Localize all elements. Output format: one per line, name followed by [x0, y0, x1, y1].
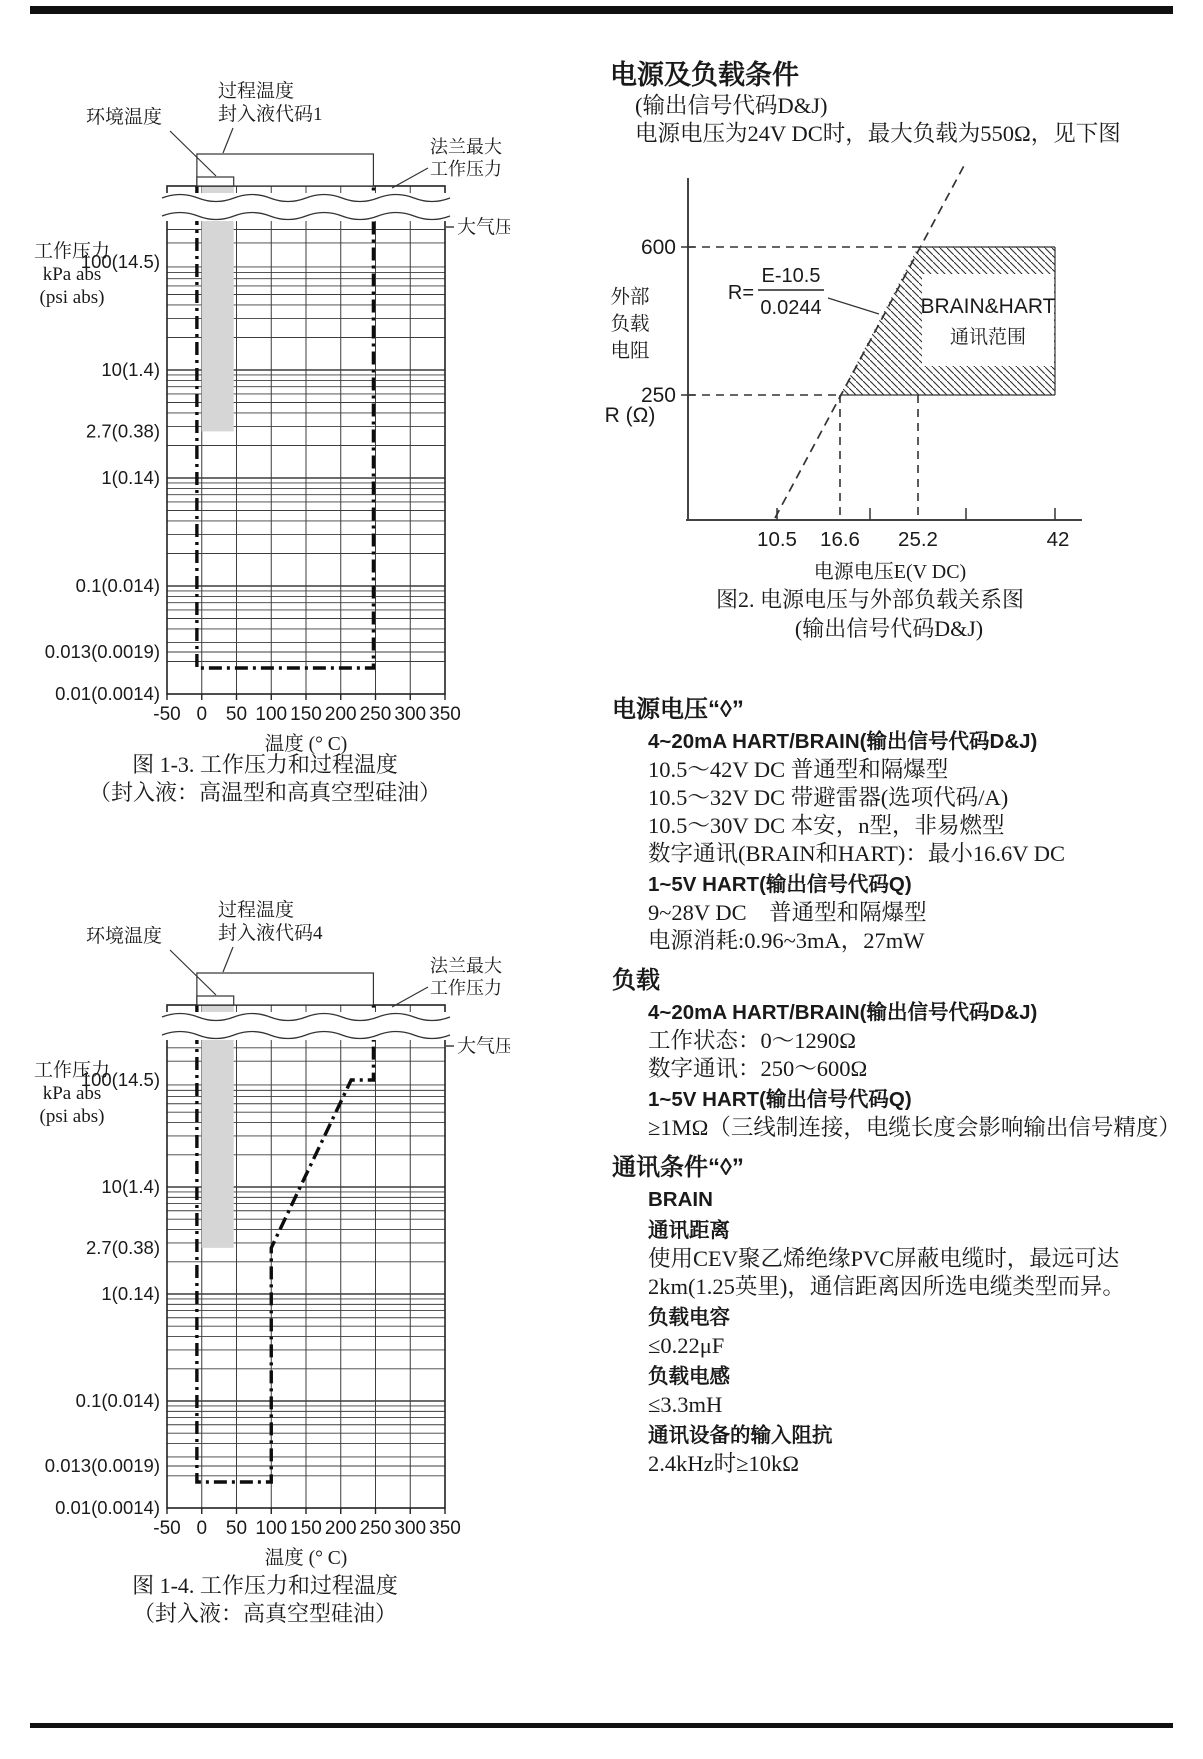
svg-text:外部: 外部	[610, 287, 650, 308]
svg-text:2.7(0.38): 2.7(0.38)	[85, 1236, 160, 1258]
spec-line: 通讯设备的输入阻抗	[648, 1424, 833, 1447]
spec-line: 工作状态：0～1290Ω	[648, 1028, 856, 1053]
svg-text:200: 200	[324, 704, 357, 725]
svg-text:R=: R=	[727, 282, 754, 304]
svg-text:100: 100	[255, 704, 288, 725]
svg-text:100(14.5): 100(14.5)	[80, 251, 160, 272]
fig2-chart	[590, 150, 1150, 586]
svg-text:0: 0	[196, 1518, 208, 1539]
intro-line: (输出信号代码D&J)	[635, 93, 828, 118]
svg-text:大气压: 大气压	[457, 1036, 510, 1057]
svg-text:-50: -50	[153, 1518, 181, 1539]
svg-text:过程温度: 过程温度	[218, 900, 295, 921]
svg-text:250: 250	[640, 384, 676, 407]
svg-text:250: 250	[359, 704, 392, 725]
svg-text:300: 300	[394, 1518, 427, 1539]
svg-text:电阻: 电阻	[610, 341, 650, 362]
svg-text:50: 50	[225, 1518, 248, 1539]
spec-list	[612, 684, 1187, 1478]
spec-line: 2km(1.25英里)，通信距离因所选电缆类型而异。	[648, 1274, 1125, 1299]
svg-text:10(1.4): 10(1.4)	[101, 359, 160, 380]
svg-text:BRAIN&HART: BRAIN&HART	[920, 295, 1056, 318]
svg-text:350: 350	[429, 1518, 461, 1539]
svg-text:封入液代码1: 封入液代码1	[218, 104, 323, 125]
top-rule	[30, 6, 1173, 14]
spec-line: ≥1MΩ（三线制连接，电缆长度会影响输出信号精度）	[648, 1115, 1181, 1140]
fig13-caption: 图 1-3. 工作压力和过程温度	[132, 752, 398, 777]
svg-text:通讯范围: 通讯范围	[949, 327, 1027, 348]
spec-line: 2.4kHz时≥10kΩ	[648, 1451, 799, 1476]
svg-text:kPa abs: kPa abs	[42, 1083, 102, 1104]
svg-text:300: 300	[394, 704, 427, 725]
svg-text:工作压力: 工作压力	[430, 159, 502, 179]
fig14-caption: 图 1-4. 工作压力和过程温度	[132, 1573, 398, 1598]
svg-text:10.5: 10.5	[757, 528, 797, 551]
svg-text:电源电压E(V DC): 电源电压E(V DC)	[813, 561, 967, 583]
svg-text:0: 0	[196, 704, 208, 725]
svg-text:1(0.14): 1(0.14)	[101, 467, 160, 488]
spec-line: 数字通讯(BRAIN和HART)：最小16.6V DC	[648, 841, 1065, 866]
fig2-caption: 图2. 电源电压与外部负载关系图	[715, 587, 1024, 612]
svg-text:50: 50	[225, 704, 248, 725]
fig13-chart	[20, 75, 510, 761]
spec-line: 电源消耗:0.96~3mA，27mW	[648, 928, 925, 953]
svg-text:(psi abs): (psi abs)	[39, 1106, 105, 1127]
svg-text:100(14.5): 100(14.5)	[80, 1069, 160, 1090]
spec-line: 负载	[612, 967, 660, 994]
svg-text:工作压力: 工作压力	[33, 1060, 111, 1081]
svg-text:0.01(0.0014): 0.01(0.0014)	[55, 1497, 160, 1518]
spec-line: ≤3.3mH	[648, 1392, 723, 1417]
spec-line: 9~28V DC 普通型和隔爆型	[648, 900, 927, 925]
svg-text:10(1.4): 10(1.4)	[101, 1176, 160, 1197]
spec-line: 10.5～32V DC 带避雷器(选项代码/A)	[648, 785, 1009, 810]
svg-text:法兰最大: 法兰最大	[430, 137, 502, 157]
svg-text:环境温度: 环境温度	[86, 107, 163, 128]
svg-text:16.6: 16.6	[820, 528, 860, 551]
svg-text:kPa abs: kPa abs	[42, 264, 102, 285]
svg-text:负载: 负载	[610, 314, 650, 335]
fig13-caption-sub: （封入液：高温型和高真空型硅油）	[88, 780, 441, 805]
svg-text:0.1(0.014): 0.1(0.014)	[75, 1390, 160, 1411]
svg-text:350: 350	[429, 704, 461, 725]
spec-line: 电源电压“◊”	[612, 696, 744, 723]
figure-1-4	[20, 860, 510, 1635]
svg-text:100: 100	[255, 1518, 288, 1539]
svg-text:0.01(0.0014): 0.01(0.0014)	[55, 683, 160, 704]
figure-2	[590, 150, 1150, 660]
bottom-rule	[30, 1723, 1173, 1728]
svg-text:150: 150	[290, 1518, 322, 1539]
svg-text:工作压力: 工作压力	[430, 978, 502, 998]
spec-line: 负载电感	[648, 1365, 730, 1388]
fig14-chart	[20, 860, 510, 1575]
spec-line: 1~5V HART(输出信号代码Q)	[648, 873, 912, 896]
svg-text:工作压力: 工作压力	[33, 241, 111, 262]
svg-text:200: 200	[324, 1518, 357, 1539]
svg-text:0.1(0.014): 0.1(0.014)	[75, 575, 160, 596]
figure-1-3	[20, 75, 510, 820]
spec-line: 通讯距离	[648, 1219, 730, 1242]
spec-line: 数字通讯：250～600Ω	[648, 1056, 868, 1081]
power-load-conditions-section	[610, 58, 1170, 148]
svg-text:过程温度: 过程温度	[218, 81, 295, 102]
svg-text:600: 600	[640, 236, 676, 259]
svg-text:R (Ω): R (Ω)	[604, 404, 656, 427]
svg-text:温度 (° C): 温度 (° C)	[264, 734, 348, 755]
spec-line: 负载电容	[648, 1306, 730, 1329]
svg-text:1(0.14): 1(0.14)	[101, 1283, 160, 1304]
section-heading: 电源及负载条件	[610, 60, 799, 90]
spec-line: 10.5～30V DC 本安，n型，非易燃型	[648, 813, 1005, 838]
spec-line: 1~5V HART(输出信号代码Q)	[648, 1088, 912, 1111]
svg-text:E-10.5: E-10.5	[761, 265, 821, 287]
fig14-caption-sub: （封入液：高真空型硅油）	[132, 1601, 397, 1626]
svg-text:温度 (° C): 温度 (° C)	[264, 1548, 348, 1569]
intro-line: 电源电压为24V DC时，最大负载为550Ω，见下图	[635, 121, 1121, 146]
spec-line: 4~20mA HART/BRAIN(输出信号代码D&J)	[648, 1001, 1038, 1024]
svg-text:2.7(0.38): 2.7(0.38)	[85, 420, 160, 442]
svg-text:法兰最大: 法兰最大	[430, 956, 502, 976]
svg-text:250: 250	[359, 1518, 392, 1539]
spec-line: ≤0.22μF	[648, 1333, 725, 1358]
spec-line: BRAIN	[648, 1188, 713, 1211]
fig2-caption-sub: (输出信号代码D&J)	[794, 616, 984, 641]
svg-text:150: 150	[290, 704, 322, 725]
svg-text:-50: -50	[153, 704, 181, 725]
svg-text:0.0244: 0.0244	[760, 297, 822, 319]
spec-line: 通讯条件“◊”	[612, 1154, 744, 1181]
svg-text:0.013(0.0019): 0.013(0.0019)	[44, 641, 160, 662]
spec-line: 10.5～42V DC 普通型和隔爆型	[648, 757, 949, 782]
svg-text:封入液代码4: 封入液代码4	[218, 923, 323, 944]
svg-text:42: 42	[1046, 528, 1070, 551]
svg-text:大气压: 大气压	[457, 217, 510, 238]
svg-text:0.013(0.0019): 0.013(0.0019)	[44, 1455, 160, 1476]
svg-text:25.2: 25.2	[898, 528, 938, 551]
spec-line: 4~20mA HART/BRAIN(输出信号代码D&J)	[648, 730, 1038, 753]
svg-text:(psi abs): (psi abs)	[39, 287, 105, 308]
svg-text:环境温度: 环境温度	[86, 926, 163, 947]
spec-line: 使用CEV聚乙烯绝缘PVC屏蔽电缆时，最远可达	[648, 1246, 1120, 1271]
